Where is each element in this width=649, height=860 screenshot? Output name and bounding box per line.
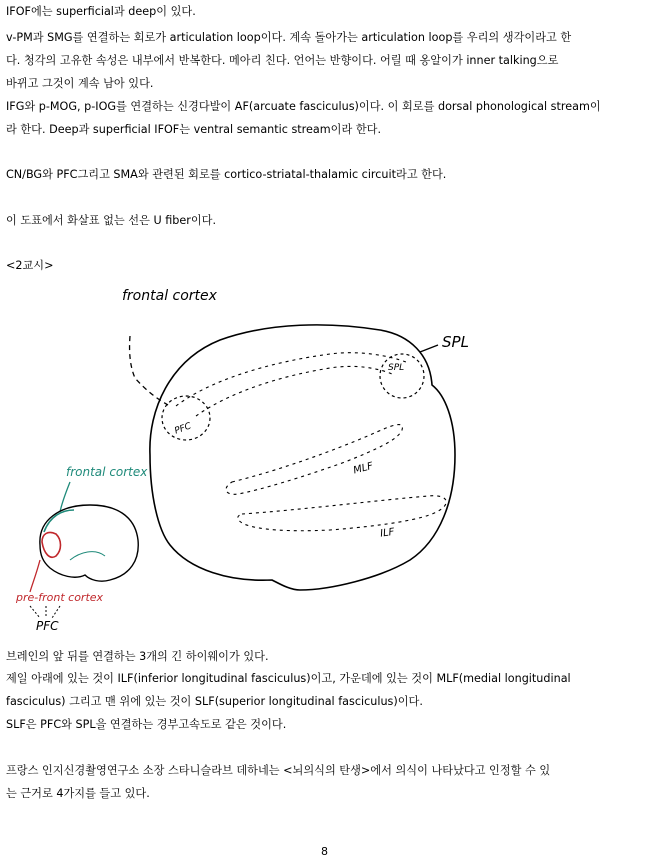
pointer-spl [420,345,438,352]
spl-region-circle [380,354,424,398]
paragraph-ifof: IFOF에는 superficial과 deep이 있다. [6,5,196,18]
label-spl-inner: SPL [388,363,405,373]
slf-tract-lower [196,366,392,416]
paragraph-ilf-mlf-line2: fasciculus) 그리고 맨 위에 있는 것이 SLF(superior longitudinal fasciculus)이다. [6,695,423,708]
label-frontal-cortex-top: frontal cortex [122,288,217,304]
brain-outline-large [150,325,455,590]
page-number: 8 [321,845,328,858]
pointer-prefront [30,560,40,592]
pfc-region-circle [162,396,210,440]
session-heading: <2교시> [6,259,54,272]
label-mlf: MLF [352,460,375,477]
paragraph-ilf-mlf-line1: 제일 아래에 있는 것이 ILF(inferior longitudinal fasciculus)이고, 가운데에 있는 것이 MLF(medial longitudinal [6,672,571,685]
paragraph-articulation-line3: 바뀌고 그것이 계속 남아 있다. [6,77,154,90]
paragraph-slf: SLF은 PFC와 SPL을 연결하는 경부고속도로 같은 것이다. [6,718,287,731]
label-spl: SPL [442,333,469,351]
arrow-pfc-left [30,606,40,618]
paragraph-cortico-striatal: CN/BG와 PFC그리고 SMA와 관련된 회로를 cortico-striatal-thalamic circuit라고 한다. [6,168,447,181]
label-ilf: ILF [379,526,396,540]
paragraph-u-fiber: 이 도표에서 화살표 없는 선은 U fiber이다. [6,214,217,227]
small-brain-fold [70,552,105,560]
paragraph-af-line2: 라 한다. Deep과 superficial IFOF는 ventral semantic stream이라 한다. [6,123,382,136]
paragraph-articulation-line2: 다. 청각의 고유한 속성은 내부에서 반복한다. 메아리 친다. 언어는 반향이다. 어릴 때 옹알이가 inner talking으로 [6,54,559,67]
frontal-region-small [44,510,74,532]
mlf-tract [226,425,402,495]
paragraph-dehaene-line1: 프랑스 인지신경촬영연구소 소장 스타니슬라브 데하네는 <뇌의식의 탄생>에서 의식이 나타났다고 인정할 수 있 [6,764,551,777]
paragraph-af-line1: IFG와 p-MOG, p-IOG를 연결하는 신경다발이 AF(arcuate fasciculus)이다. 이 회로를 dorsal phonological stream이 [6,100,601,113]
arrow-pfc-right [52,606,60,618]
label-pfc-small: PFC [36,619,59,633]
label-pre-front-cortex: pre-front cortex [16,591,104,604]
slf-tract-upper [176,353,406,406]
prefrontal-region-small [42,532,61,557]
ilf-tract [238,496,447,531]
paragraph-dehaene-line2: 는 근거로 4가지를 들고 있다. [6,787,150,800]
label-frontal-cortex-small: frontal cortex [66,465,148,479]
paragraph-articulation-line1: v-PM과 SMG를 연결하는 회로가 articulation loop이다. 계속 돌아가는 articulation loop를 우리의 생각이라고 한 [6,31,572,44]
paragraph-highways: 브레인의 앞 뒤를 연결하는 3개의 긴 하이웨이가 있다. [6,650,269,663]
label-pfc-inner: PFC [173,421,193,437]
brain-sketch-figure [0,280,649,640]
